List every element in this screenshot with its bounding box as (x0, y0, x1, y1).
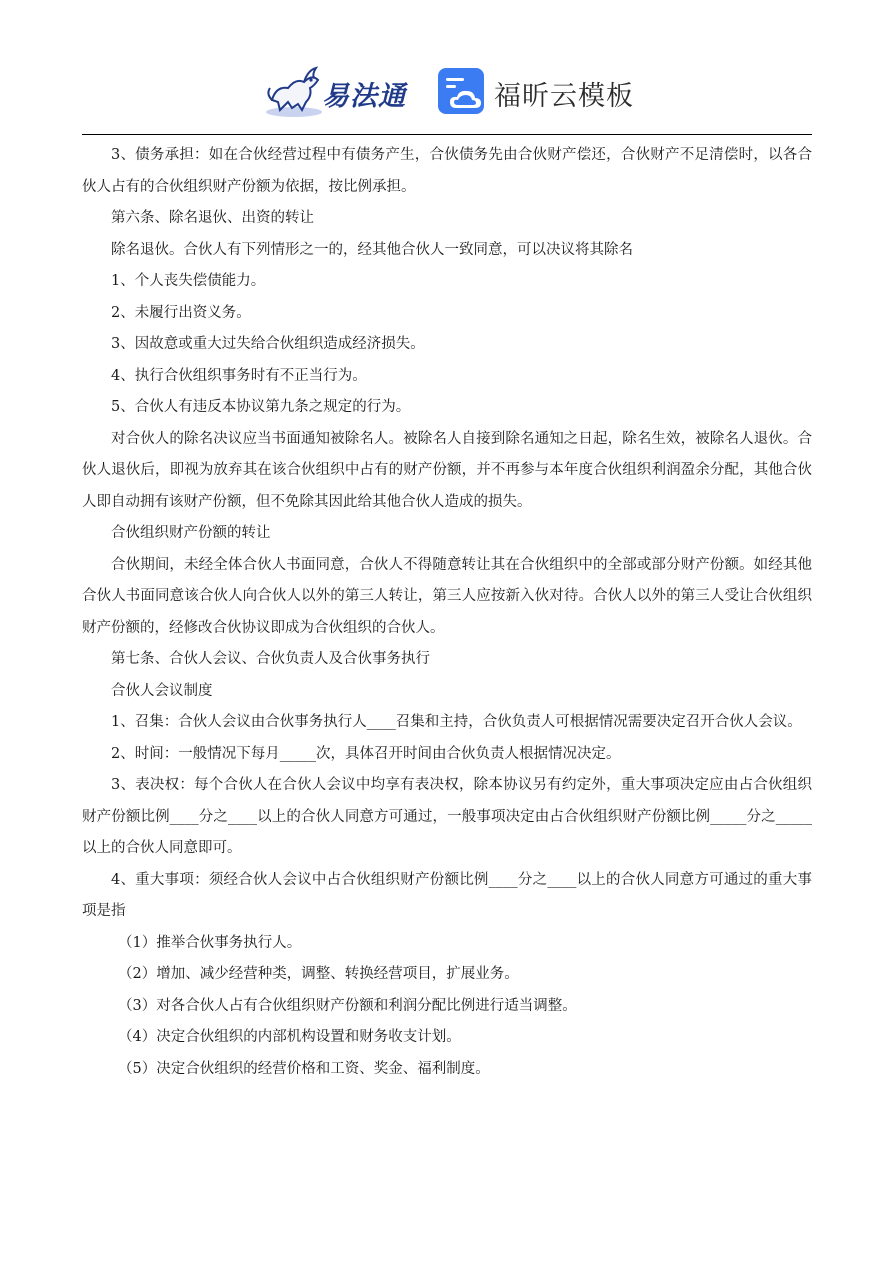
section-heading: 第六条、除名退伙、出资的转让 (111, 210, 314, 226)
list-item: （5）决定合伙组织的经营价格和工资、奖金、福利制度。 (118, 1060, 490, 1077)
subheading: 合伙人会议制度 (111, 682, 213, 699)
list-item: 4、执行合伙组织事务时有不正当行为。 (111, 367, 367, 384)
paragraph: 1、召集：合伙人会议由合伙事务执行人____召集和主持，合伙负责人可根据情况需要决定召开合伙人会议。 (111, 714, 802, 730)
paragraph: 2、时间：一般情况下每月_____次，具体召开时间由合伙负责人根据情况决定。 (111, 745, 621, 762)
paragraph: 合伙期间，未经全体合伙人书面同意，合伙人不得随意转让其在合伙组织中的全部或部分财产份额。如经其他合伙人书面同意该合伙人向合伙人以外的第三人转让，第三人应按新入伙对待。合伙人以外的第三人受让合伙组织财产份额的，经修改合伙协议即成为合伙组织的合伙人。 (82, 556, 812, 636)
paragraph: 3、债务承担：如在合伙经营过程中有债务产生，合伙债务先由合伙财产偿还，合伙财产不足清偿时，以各合伙人占有的合伙组织财产份额为依据，按比例承担。 (82, 147, 812, 195)
list-item: （2）增加、减少经营种类，调整、转换经营项目，扩展业务。 (118, 966, 519, 982)
qilin-icon (262, 60, 324, 120)
list-item: （4）决定合伙组织的内部机构设置和财务收支计划。 (118, 1029, 461, 1045)
subheading: 合伙组织财产份额的转让 (111, 525, 271, 541)
document-body (82, 140, 812, 1085)
section-heading: 第七条、合伙人会议、合伙负责人及合伙事务执行 (111, 651, 430, 667)
paragraph: 3、表决权：每个合伙人在合伙人会议中均享有表决权，除本协议另有约定外，重大事项决定应由占合伙组织财产份额比例____分之____以上的合伙人同意方可通过，一般事项决定由占合伙组织财产份额比例_____分之_____以上的合伙人同意即可。 (82, 777, 812, 856)
list-item: 3、因故意或重大过失给合伙组织造成经济损失。 (111, 336, 425, 352)
page-header (0, 58, 893, 128)
list-item: （1）推举合伙事务执行人。 (118, 934, 302, 951)
list-item: 2、未履行出资义务。 (111, 304, 251, 321)
paragraph: 4、重大事项：须经合伙人会议中占合伙组织财产份额比例____分之____以上的合伙人同意方可通过的重大事项是指 (82, 871, 812, 919)
list-item: （3）对各合伙人占有合伙组织财产份额和利润分配比例进行适当调整。 (118, 997, 577, 1014)
paragraph: 除名退伙。合伙人有下列情形之一的，经其他合伙人一致同意，可以决议将其除名 (111, 241, 633, 258)
yifatong-wordmark: 易法通 (322, 81, 406, 112)
foxit-template-logo (436, 64, 636, 120)
paragraph: 对合伙人的除名决议应当书面通知被除名人。被除名人自接到除名通知之日起，除名生效，被除名人退伙。合伙人退伙后，即视为放弃其在该合伙组织中占有的财产份额，并不再参与本年度合伙组织利润盈余分配，其他合伙人即自动拥有该财产份额，但不免除其因此给其他合伙人造成的损失。 (82, 430, 812, 510)
list-item: 5、合伙人有违反本协议第九条之规定的行为。 (111, 399, 411, 415)
cloud-document-icon (436, 66, 486, 116)
list-item: 1、个人丧失偿债能力。 (111, 273, 266, 289)
yifatong-logo (262, 60, 417, 120)
foxit-template-wordmark: 福昕云模板 (494, 81, 634, 112)
header-divider (82, 134, 812, 135)
